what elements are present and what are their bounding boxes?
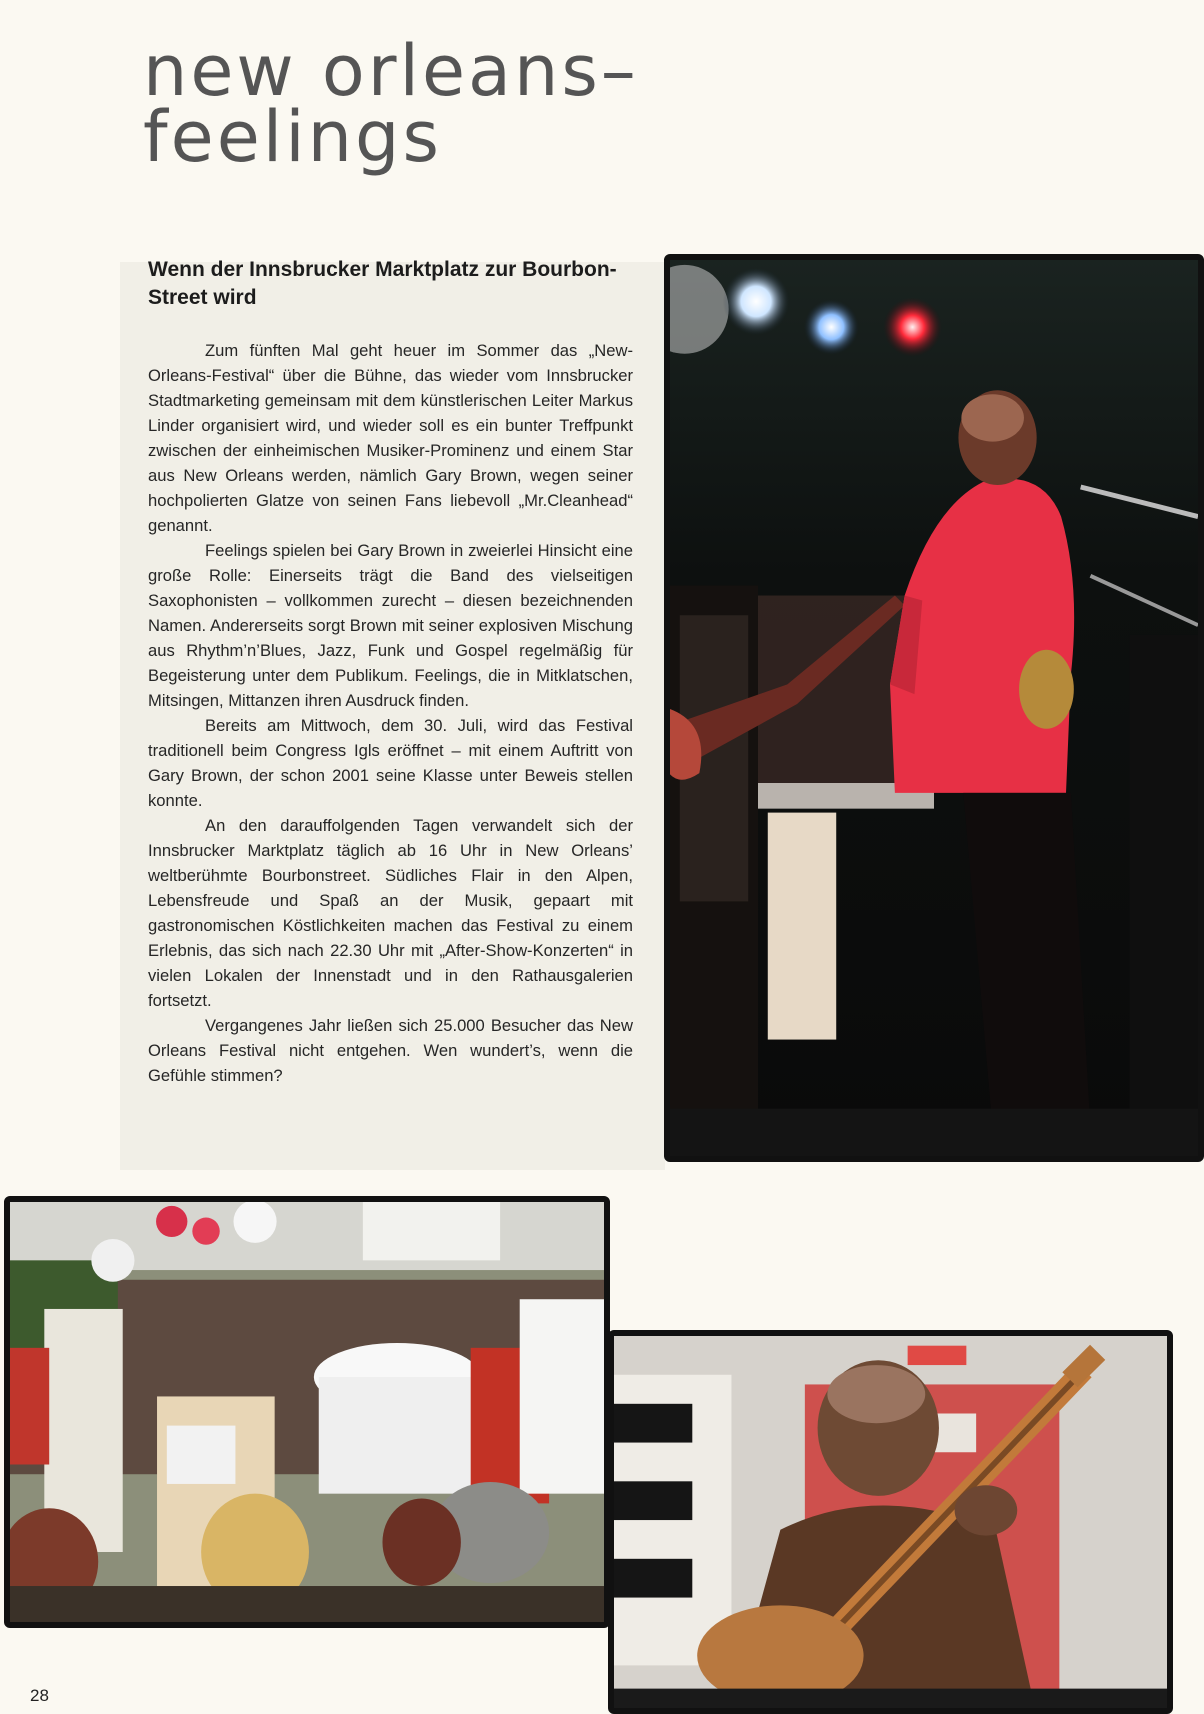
bassist-photo: [608, 1330, 1173, 1714]
crowd-photo-image: [10, 1202, 604, 1622]
headline: [143, 30, 639, 178]
headline-line-1: new orleans–: [143, 30, 639, 112]
paragraph-3: Bereits am Mittwoch, dem 30. Juli, wird das Festival traditionell beim Congress Igls eröffnet – mit einem Auftritt von Gary Brown, der schon 2001 seine Klasse unter Beweis stellen konnte.: [148, 716, 633, 810]
article-body: [148, 338, 633, 1088]
paragraph-5: Vergangenes Jahr ließen sich 25.000 Besucher das New Orleans Festival nicht entgehen. Wen wundert’s, wenn die Gefühle stimmen?: [148, 1016, 633, 1085]
crowd-photo: [4, 1196, 610, 1628]
paragraph-4: An den darauffolgenden Tagen verwandelt sich der Innsbrucker Marktplatz täglich ab 16 Uhr in New Orleans’ weltberühmte Bourbonstreet. Südliches Flair in den Alpen, Lebensfreude und Spaß an der Musik, gepaart mit gastronomischen Köstlichkeiten machen das Festival zu einem Erlebnis, das sich nach 22.30 Uhr mit „After-Show-Konzerten“ in vielen Lokalen der Innenstadt und in den Rathausgalerien fortsetzt.: [148, 816, 633, 1010]
headline-line-2: feelings: [143, 96, 442, 178]
concert-photo-image: [670, 260, 1198, 1156]
paragraph-1: Zum fünften Mal geht heuer im Sommer das „New-Orleans-Festival“ über die Bühne, das wieder vom Innsbrucker Stadtmarketing gemeinsam mit dem künstlerischen Leiter Markus Linder organisiert wird, und wieder soll es ein bunter Treffpunkt zwischen der einheimischen Musiker-Prominenz und einem Star aus New Orleans werden, nämlich Gary Brown, wegen seiner hochpolierten Glatze von seinen Fans liebevoll „Mr.Cleanhead“ genannt.: [148, 341, 633, 535]
page-number: 28: [30, 1686, 49, 1705]
concert-photo: [664, 254, 1204, 1162]
article-subtitle: Wenn der Innsbrucker Marktplatz zur Bourbon-Street wird: [148, 258, 617, 309]
bassist-photo-image: [614, 1336, 1167, 1708]
paragraph-2: Feelings spielen bei Gary Brown in zweierlei Hinsicht eine große Rolle: Einerseits trägt die Band des vielseitigen Saxophonisten – vollkommen zurecht – diesen bezeichnenden Namen. Andererseits sorgt Brown mit seiner explosiven Mischung aus Rhythm’n’Blues, Jazz, Funk und Gospel regelmäßig für Begeisterung unter dem Publikum. Feelings, die in Mitklatschen, Mitsingen, Mittanzen ihren Ausdruck finden.: [148, 541, 633, 710]
